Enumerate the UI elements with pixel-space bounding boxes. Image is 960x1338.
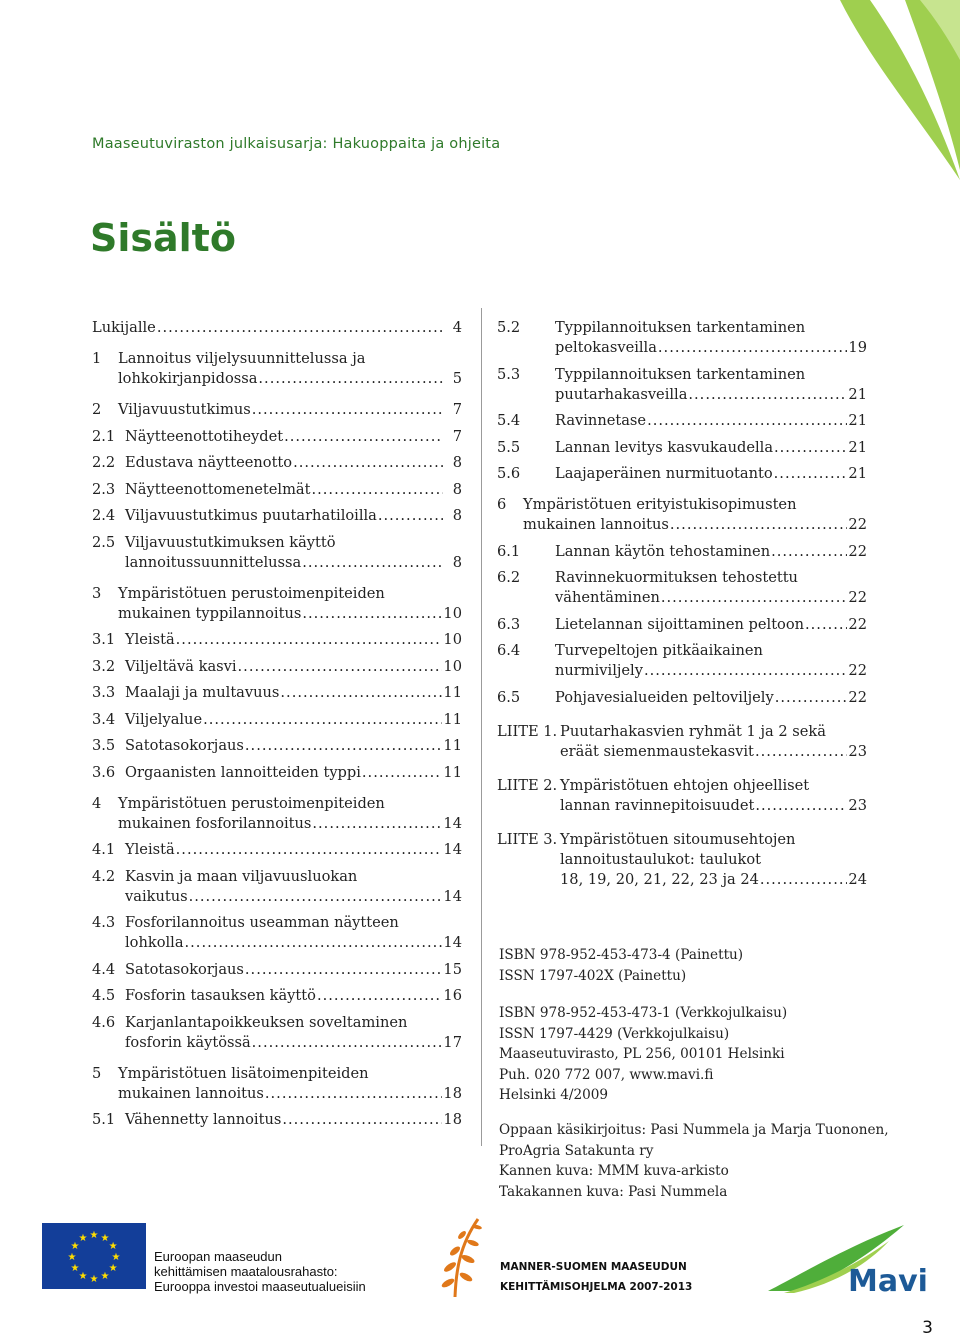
- dot-leader: [293, 453, 443, 473]
- dot-leader: [280, 683, 442, 703]
- toc-entry-title: lannoitustaulukot: taulukot: [560, 850, 761, 868]
- toc-entry-number: 5.4: [497, 412, 521, 429]
- toc-entry-number: 2.2: [92, 454, 116, 471]
- dot-leader: [157, 318, 443, 338]
- toc-entry-number: 4.5: [92, 987, 116, 1004]
- toc-entry-page: 11: [443, 737, 462, 754]
- toc-entry-number: 5.6: [497, 465, 521, 482]
- eu-fund-line: kehittämisen maatalousrahasto:: [154, 1264, 338, 1279]
- toc-entry: [92, 913, 462, 953]
- toc-entry: [92, 1064, 462, 1104]
- toc-entry-title: Ympäristötuen erityistukisopimusten: [523, 496, 797, 513]
- toc-entry: [92, 400, 462, 420]
- toc-entry-page: 7: [452, 401, 462, 418]
- mavi-logo-text: Mavi: [848, 1264, 928, 1298]
- info-line: Takakannen kuva: Pasi Nummela: [499, 1183, 728, 1200]
- toc-entry-number: 3.4: [92, 710, 116, 728]
- toc-entry-page: 8: [452, 454, 462, 471]
- toc-entry-title: lannoitussuunnittelussa: [125, 553, 302, 571]
- toc-entry-page: 22: [848, 688, 867, 706]
- dot-leader: [312, 814, 442, 834]
- toc-entry-number: 4.3: [92, 914, 116, 931]
- toc-entry-number: 3.2: [92, 657, 116, 675]
- eu-star: ★: [78, 1271, 88, 1283]
- toc-entry: [92, 710, 462, 730]
- toc-entry-page: 14: [443, 814, 462, 832]
- dot-leader: [203, 710, 442, 730]
- toc-entry-title: vähentäminen: [555, 589, 660, 606]
- toc-entry-number: 5.2: [497, 319, 521, 336]
- toc-entry-number: 4.6: [92, 1013, 116, 1031]
- dot-leader: [760, 870, 848, 890]
- toc-entry-title: Turvepeltojen pitkäaikainen: [555, 642, 763, 659]
- toc-entry-page: 22: [848, 542, 867, 560]
- toc-entry-title: Viljeltävä kasvi: [125, 657, 237, 675]
- toc-entry: [92, 480, 462, 500]
- toc-entry-title: Ympäristötuen lisätoimenpiteiden: [118, 1064, 369, 1082]
- toc-entry-page: 23: [848, 796, 867, 814]
- dot-leader: [775, 688, 848, 708]
- toc-entry-number: 3.5: [92, 737, 116, 754]
- info-block: [499, 945, 743, 986]
- toc-entry: [92, 986, 462, 1006]
- msm-line: MANNER-SUOMEN MAASEUDUN: [500, 1261, 687, 1273]
- toc-entry-page: 18: [443, 1111, 462, 1128]
- toc-entry-number: 2.4: [92, 507, 116, 524]
- toc-entry-page: 15: [443, 960, 462, 978]
- dot-leader: [176, 840, 443, 860]
- toc-entry: [92, 867, 462, 907]
- toc-entry-title: Lannan levitys kasvukaudella: [555, 438, 774, 456]
- toc-entry-page: 8: [452, 507, 462, 524]
- eu-flag-icon: [42, 1223, 146, 1289]
- toc-entry-title: Lannoitus viljelysuunnittelussa ja: [118, 350, 366, 367]
- eu-star: ★: [100, 1232, 110, 1244]
- toc-entry-title: Viljelyalue: [125, 710, 203, 728]
- publication-series: Maaseutuviraston julkaisusarja: Hakuoppaita ja ohjeita: [92, 136, 501, 152]
- toc-entry-number: 4.2: [92, 867, 116, 885]
- toc-entry-page: 11: [443, 763, 462, 781]
- toc-entry-page: 22: [848, 615, 867, 633]
- toc-entry-title: Näytteenottotiheydet: [125, 427, 284, 445]
- toc-entry-page: 11: [443, 710, 462, 728]
- eu-star: ★: [89, 1274, 99, 1285]
- dot-leader: [647, 411, 847, 431]
- toc-entry-title: mukainen lannoitus: [523, 516, 669, 533]
- toc-entry-number: 6: [497, 496, 507, 513]
- toc-entry-page: 14: [443, 841, 462, 858]
- toc-right-column: [497, 318, 867, 896]
- toc-entry-page: 10: [443, 604, 462, 622]
- toc-entry: [497, 830, 867, 890]
- toc-entry-title: Vähennetty lannoitus: [125, 1111, 282, 1128]
- info-block: [499, 1120, 889, 1202]
- dot-leader: [644, 661, 847, 681]
- toc-entry-title: Ravinnekuormituksen tehostettu: [555, 569, 798, 586]
- toc-entry-number: 2: [92, 401, 102, 418]
- toc-entry-title: mukainen typpilannoitus: [118, 604, 302, 622]
- toc-entry-number: 3.6: [92, 763, 116, 781]
- toc-entry-title: Fosforilannoitus useamman näytteen: [125, 914, 399, 931]
- eu-star: ★: [78, 1232, 88, 1244]
- toc-entry: [92, 1110, 462, 1130]
- toc-entry-title: Kasvin ja maan viljavuusluokan: [125, 867, 358, 885]
- toc-entry: [92, 657, 462, 677]
- toc-entry: [497, 495, 867, 535]
- toc-entry: [497, 542, 867, 562]
- toc-entry-number: 5: [92, 1064, 102, 1082]
- toc-entry-number: 2.1: [92, 427, 116, 445]
- eu-fund-text: [154, 1249, 366, 1294]
- dot-leader: [317, 986, 442, 1006]
- dot-leader: [378, 506, 443, 526]
- dot-leader: [774, 464, 848, 484]
- footer-logos: [0, 1195, 960, 1305]
- toc-entry-number: 3.1: [92, 631, 116, 648]
- eu-star: ★: [67, 1252, 77, 1263]
- toc-entry-page: 16: [443, 987, 462, 1004]
- toc-entry-title: lannan ravinnepitoisuudet: [560, 796, 755, 814]
- toc-entry-title: Ympäristötuen perustoimenpiteiden: [118, 584, 385, 602]
- toc-entry-title: puutarhakasveilla: [555, 385, 688, 403]
- toc-entry-title: Viljavuustutkimus: [118, 401, 251, 418]
- toc-entry-title: Ravinnetase: [555, 412, 647, 429]
- toc-entry-title: Edustava näytteenotto: [125, 454, 293, 471]
- dot-leader: [176, 630, 443, 650]
- toc-entry: [92, 318, 462, 338]
- dot-leader: [755, 796, 847, 816]
- mavi-logo-icon: [764, 1223, 934, 1298]
- toc-entry: [92, 736, 462, 756]
- toc-left-column: [92, 318, 462, 1137]
- toc-entry-page: 21: [848, 438, 867, 456]
- toc-entry-title: eräät siemenmaustekasvit: [560, 742, 754, 760]
- toc-entry-number: LIITE 1.: [497, 722, 558, 740]
- toc-entry: [497, 365, 867, 405]
- page-number: 3: [922, 1318, 933, 1338]
- dot-leader: [185, 933, 443, 953]
- eu-fund-line: Eurooppa investoi maaseutualueisiin: [154, 1279, 366, 1294]
- toc-entry-number: 4.4: [92, 960, 116, 978]
- info-line: Oppaan käsikirjoitus: Pasi Nummela ja Marja Tuononen,: [499, 1122, 889, 1138]
- toc-entry: [92, 584, 462, 624]
- toc-entry-title: Näytteenottomenetelmät: [125, 480, 311, 498]
- toc-entry-number: 3: [92, 584, 102, 602]
- toc-entry-number: 6.1: [497, 542, 521, 560]
- toc-entry-number: 3.3: [92, 684, 116, 701]
- toc-entry: [92, 349, 462, 389]
- dot-leader: [312, 480, 443, 500]
- toc-entry-title: Lukijalle: [92, 319, 156, 336]
- toc-entry: [92, 763, 462, 783]
- dot-leader: [661, 588, 848, 608]
- dot-leader: [284, 427, 443, 447]
- toc-entry-title: Pohjavesialueiden peltoviljely: [555, 688, 774, 706]
- info-line: ISSN 1797-4429 (Verkkojulkaisu): [499, 1025, 730, 1042]
- corner-leaf-graphic: [720, 0, 960, 180]
- dot-leader: [771, 542, 847, 562]
- toc-entry-title: Ympäristötuen sitoumusehtojen: [560, 830, 796, 848]
- toc-entry: [92, 453, 462, 473]
- page-title: Sisältö: [90, 216, 236, 260]
- toc-entry-title: Laajaperäinen nurmituotanto: [555, 465, 773, 482]
- dot-leader: [245, 960, 443, 980]
- toc-entry: [92, 533, 462, 573]
- info-line: Maaseutuvirasto, PL 256, 00101 Helsinki: [499, 1046, 785, 1062]
- dot-leader: [258, 369, 443, 389]
- toc-entry-title: Maalaji ja multavuus: [125, 684, 280, 701]
- toc-entry-title: Satotasokorjaus: [125, 737, 244, 754]
- toc-entry: [497, 411, 867, 431]
- toc-entry-title: Viljavuustutkimus puutarhatiloilla: [125, 507, 377, 524]
- toc-entry: [92, 794, 462, 834]
- toc-entry-page: 5: [452, 370, 462, 387]
- msm-programme-text: [500, 1257, 692, 1297]
- eu-star: ★: [89, 1230, 99, 1241]
- toc-entry-number: LIITE 3.: [497, 830, 558, 848]
- toc-entry: [497, 438, 867, 458]
- toc-entry-title: Fosforin tasauksen käyttö: [125, 987, 316, 1004]
- toc-entry-page: 7: [452, 427, 462, 445]
- toc-entry: [92, 630, 462, 650]
- toc-entry-page: 8: [452, 480, 462, 498]
- toc-entry: [497, 688, 867, 708]
- dot-leader: [252, 400, 443, 420]
- toc-entry-title: mukainen fosforilannoitus: [118, 814, 312, 832]
- toc-entry-page: 8: [452, 553, 462, 571]
- toc-entry-title: Yleistä: [125, 841, 175, 858]
- dot-leader: [189, 887, 443, 907]
- toc-entry-title: Karjanlantapoikkeuksen soveltaminen: [125, 1013, 408, 1031]
- info-line: ProAgria Satakunta ry: [499, 1142, 654, 1159]
- toc-entry-title: Lannan käytön tehostaminen: [555, 542, 771, 560]
- info-block: [499, 1003, 787, 1106]
- toc-entry-title: Typpilannoituksen tarkentaminen: [555, 319, 806, 336]
- dot-leader: [805, 615, 847, 635]
- toc-entry: [92, 427, 462, 447]
- toc-entry-number: 6.2: [497, 569, 521, 586]
- dot-leader: [755, 742, 847, 762]
- toc-entry-title: mukainen lannoitus: [118, 1084, 264, 1102]
- toc-entry-number: 6.5: [497, 688, 521, 706]
- toc-entry: [497, 615, 867, 635]
- toc-entry-number: LIITE 2.: [497, 776, 558, 794]
- eu-star: ★: [100, 1271, 110, 1283]
- toc-entry-number: 1: [92, 350, 102, 367]
- toc-entry: [497, 464, 867, 484]
- toc-entry: [92, 840, 462, 860]
- toc-entry-title: lohkolla: [125, 934, 184, 951]
- toc-entry-page: 22: [848, 516, 867, 533]
- dot-leader: [252, 1033, 443, 1053]
- dot-leader: [265, 1084, 443, 1104]
- toc-entry: [497, 776, 867, 816]
- toc-entry-number: 6.4: [497, 642, 521, 659]
- toc-entry-page: 17: [443, 1033, 462, 1051]
- toc-entry: [497, 318, 867, 358]
- info-line: Helsinki 4/2009: [499, 1087, 609, 1103]
- eu-fund-line: Euroopan maaseudun: [154, 1249, 282, 1264]
- toc-entry: [497, 722, 867, 762]
- toc-entry-page: 19: [848, 339, 867, 356]
- toc-entry-page: 22: [848, 662, 867, 679]
- toc-entry: [497, 641, 867, 681]
- toc-entry-title: Lietelannan sijoittaminen peltoon: [555, 615, 805, 633]
- toc-entry-title: fosforin käytössä: [125, 1033, 251, 1051]
- eu-star: ★: [111, 1252, 121, 1263]
- info-line: Puh. 020 772 007, www.mavi.fi: [499, 1066, 714, 1083]
- dot-leader: [238, 657, 443, 677]
- eu-star: ★: [108, 1263, 118, 1274]
- toc-entry-page: 22: [848, 589, 867, 606]
- toc-entry-number: 5.1: [92, 1111, 116, 1128]
- msm-line: KEHITTÄMISOHJELMA 2007-2013: [500, 1281, 693, 1293]
- eu-star: ★: [70, 1263, 80, 1274]
- toc-entry-number: 2.3: [92, 480, 116, 498]
- toc-entry-title: Viljavuustutkimuksen käyttö: [125, 533, 336, 551]
- column-divider: [481, 308, 482, 1146]
- toc-entry-page: 14: [443, 934, 462, 951]
- toc-entry-page: 4: [452, 319, 462, 336]
- toc-entry-title: Satotasokorjaus: [125, 960, 244, 978]
- toc-entry: [92, 683, 462, 703]
- toc-entry-title: peltokasveilla: [555, 339, 657, 356]
- toc-entry-title: nurmiviljely: [555, 662, 643, 679]
- info-line: Kannen kuva: MMM kuva-arkisto: [499, 1163, 729, 1179]
- toc-entry-page: 10: [443, 631, 462, 648]
- dot-leader: [658, 338, 848, 358]
- toc-entry-page: 10: [443, 657, 462, 675]
- toc-entry: [92, 1013, 462, 1053]
- toc-entry-page: 21: [848, 465, 867, 482]
- toc-entry-page: 21: [848, 385, 867, 403]
- dot-leader: [362, 763, 443, 783]
- dot-leader: [688, 385, 847, 405]
- eu-star: ★: [70, 1241, 80, 1252]
- toc-entry-page: 18: [443, 1084, 462, 1102]
- toc-entry-number: 5.5: [497, 438, 521, 456]
- dot-leader: [302, 604, 442, 624]
- dot-leader: [302, 553, 443, 573]
- toc-entry-number: 6.3: [497, 615, 521, 633]
- toc-entry-number: 4: [92, 794, 102, 812]
- toc-entry-title: Ympäristötuen ehtojen ohjeelliset: [560, 776, 810, 794]
- rural-programme-logo-icon: [420, 1215, 490, 1300]
- toc-entry-page: 23: [848, 742, 867, 760]
- toc-entry-number: 2.5: [92, 533, 116, 551]
- info-line: ISBN 978-952-453-473-4 (Painettu): [499, 947, 744, 963]
- toc-entry-page: 14: [443, 887, 462, 905]
- dot-leader: [774, 438, 847, 458]
- toc-entry-title: Orgaanisten lannoitteiden typpi: [125, 763, 361, 781]
- toc-entry-number: 5.3: [497, 365, 521, 383]
- dot-leader: [670, 515, 848, 535]
- toc-entry-title: Ympäristötuen perustoimenpiteiden: [118, 794, 385, 812]
- info-line: ISBN 978-952-453-473-1 (Verkkojulkaisu): [499, 1005, 788, 1021]
- toc-entry-title: Typpilannoituksen tarkentaminen: [555, 365, 806, 383]
- info-line: ISSN 1797-402X (Painettu): [499, 967, 687, 984]
- eu-star: ★: [108, 1241, 118, 1252]
- toc-entry: [497, 568, 867, 608]
- toc-entry-title: lohkokirjanpidossa: [118, 370, 258, 387]
- toc-entry-page: 11: [443, 684, 462, 701]
- toc-entry-title: Puutarhakasvien ryhmät 1 ja 2 sekä: [560, 722, 826, 740]
- toc-entry-title: 18, 19, 20, 21, 22, 23 ja 24: [560, 870, 759, 888]
- toc-entry-number: 4.1: [92, 841, 116, 858]
- toc-entry: [92, 506, 462, 526]
- toc-entry-title: vaikutus: [125, 887, 188, 905]
- dot-leader: [245, 736, 443, 756]
- dot-leader: [282, 1110, 442, 1130]
- toc-entry-page: 24: [848, 870, 867, 888]
- toc-entry-page: 21: [848, 412, 867, 429]
- toc-entry-title: Yleistä: [125, 631, 175, 648]
- toc-entry: [92, 960, 462, 980]
